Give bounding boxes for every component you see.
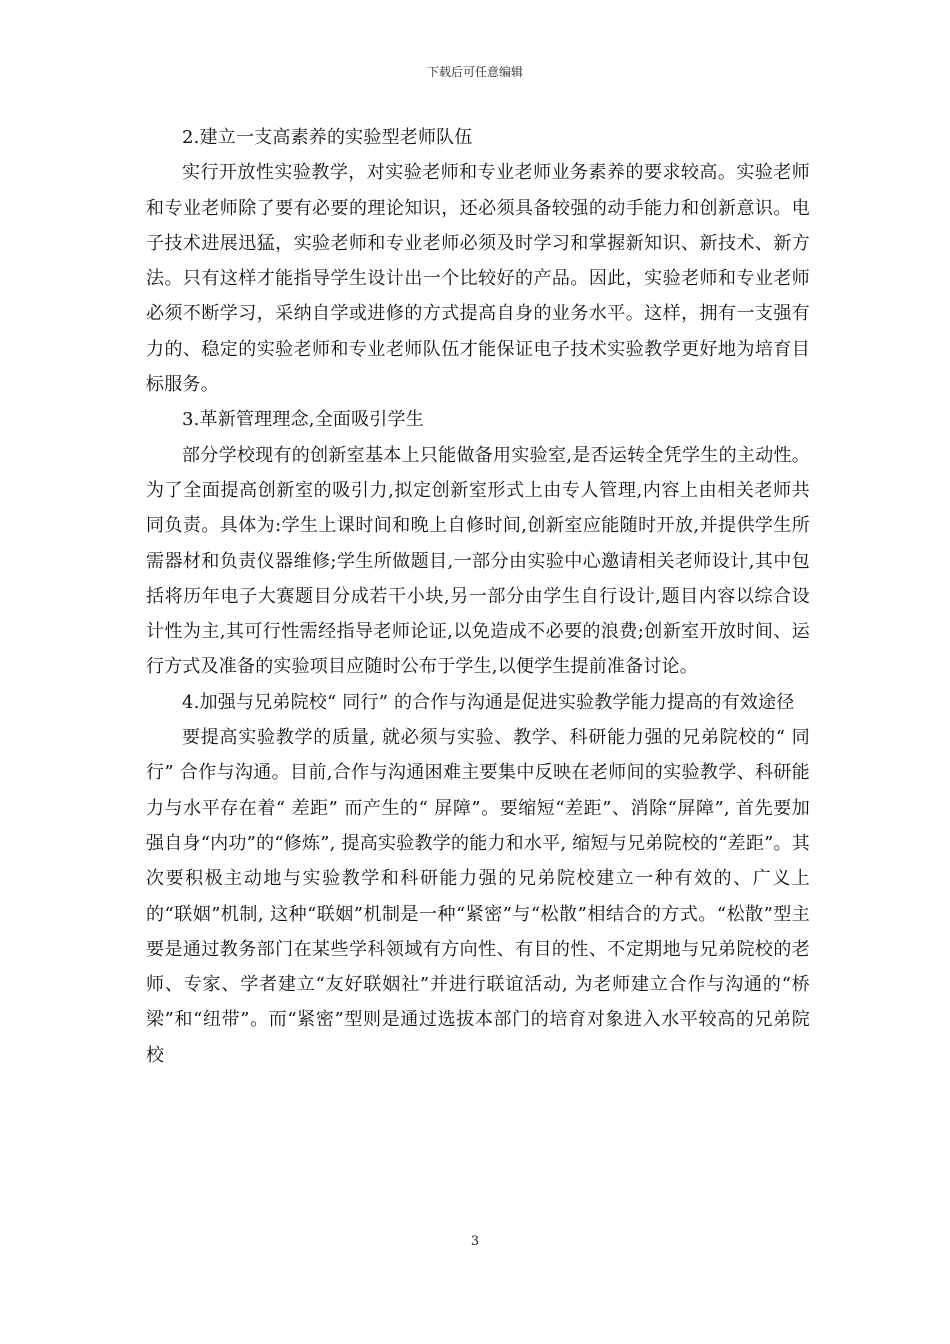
- page-number: 3: [470, 1234, 480, 1249]
- section-heading: 3.革新管理理念,全面吸引学生: [182, 409, 424, 431]
- document-body: [146, 120, 810, 1073]
- paragraph: 实行开放性实验教学，对实验老师和专业老师业务素养的要求较高。实验老师和专业老师除了要有必要的理论知识，还必须具备较强的动手能力和创新意识。电子技术进展迅猛，实验老师和专业老师必须及时学习和掌握新知识、新技术、新方法。只有这样才能指导学生设计出一个比较好的产品。因此，实验老师和专业老师必须不断学习，采纳自学或进修的方式提高自身的业务水平。这样，拥有一支强有力的、稳定的实验老师和专业老师队伍才能保证电子技术实验教学更好地为培育目标服务。: [146, 162, 810, 396]
- page-header: 下载后可任意编辑: [426, 65, 523, 79]
- section-heading: 2.建立一支高素养的实验型老师队伍: [182, 127, 473, 148]
- paragraph: 要提高实验教学的质量, 就必须与实验、教学、科研能力强的兄弟院校的“ 同行” 合作与沟通。目前,合作与沟通困难主要集中反映在老师间的实验教学、科研能力与水平存在着“ 差距” 而产生的“ 屏障”。要缩短“差距”、消除“屏障”, 首先要加强自身“内功”的“修炼”, 提高实验教学的能力和水平, 缩短与兄弟院校的“差距”。其次要积极主动地与实验教学和科研能力强的兄弟院校建立一种有效的、广义上的“联姻”机制, 这种“联姻”机制是一种“紧密”与“松散”相结合的方式。“松散”型主要是通过教务部门在某些学科领域有方向性、有目的性、不定期地与兄弟院校的老师、专家、学者建立“友好联姻社”并进行联谊活动, 为老师建立合作与沟通的“桥梁”和“纽带”。而“紧密”型则是通过选拔本部门的培育对象进入水平较高的兄弟院校: [146, 727, 810, 1066]
- section-heading: 4.加强与兄弟院校“ 同行” 的合作与沟通是促进实验教学能力提高的有效途径: [182, 691, 795, 713]
- paragraph: 部分学校现有的创新室基本上只能做备用实验室,是否运转全凭学生的主动性。为了全面提高创新室的吸引力,拟定创新室形式上由专人管理,内容上由相关老师共同负责。具体为:学生上课时间和晚上自修时间,创新室应能随时开放,并提供学生所需器材和负责仪器维修;学生所做题目,一部分由实验中心邀请相关老师设计,其中包括将历年电子大赛题目分成若干小块,另一部分由学生自行设计,题目内容以综合设计性为主,其可行性需经指导老师论证,以免造成不必要的浪费;创新室开放时间、运行方式及准备的实验项目应随时公布于学生,以便学生提前准备讨论。: [146, 444, 810, 678]
